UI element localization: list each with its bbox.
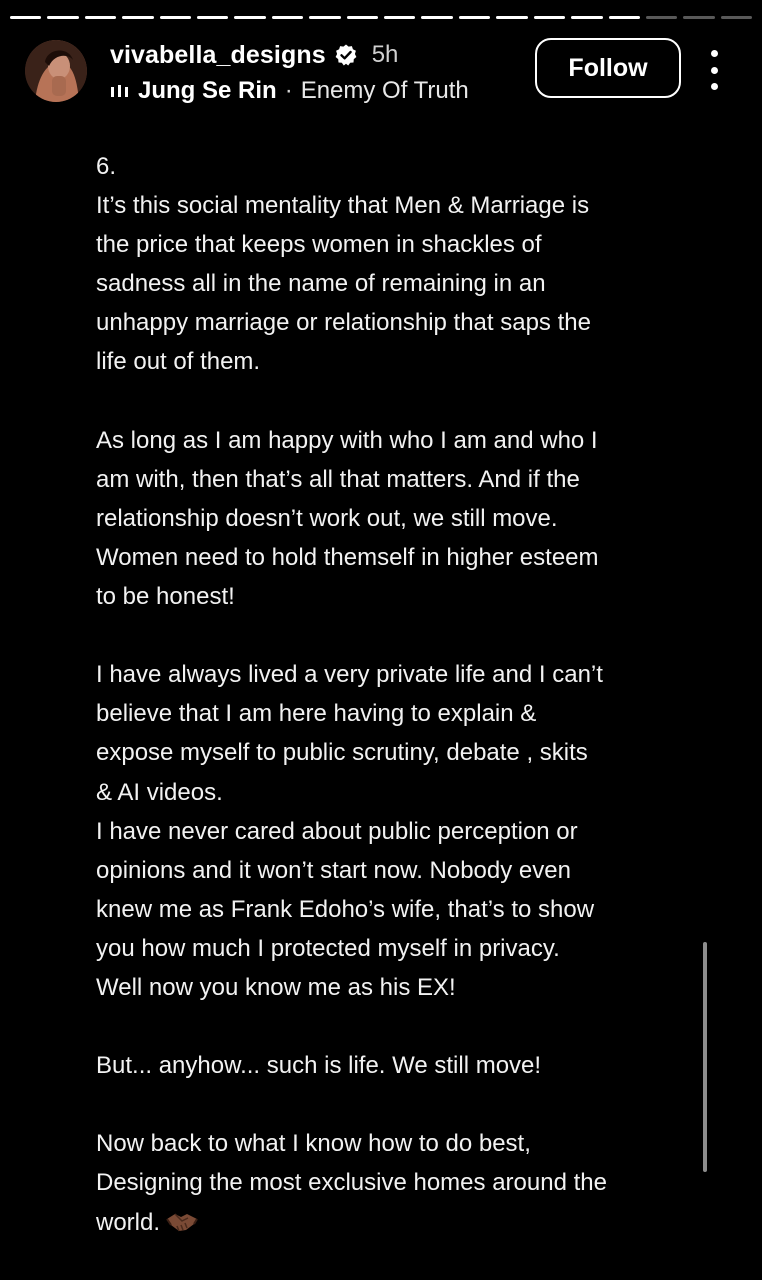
story-text-line xyxy=(96,303,696,342)
story-text-line-content: unhappy marriage or relationship that saps the xyxy=(96,309,591,337)
story-text-line xyxy=(96,1163,696,1202)
story-text-line-content: you how much I protected myself in privacy. xyxy=(96,934,560,962)
progress-segment xyxy=(10,16,41,19)
follow-button[interactable]: Follow xyxy=(535,38,681,98)
progress-segment xyxy=(272,16,303,19)
story-text-line-content: believe that I am here having to explain & xyxy=(96,700,537,728)
music-song: Enemy Of Truth xyxy=(300,77,469,104)
story-text-line-content: life out of them. xyxy=(96,348,261,376)
story-text-line-content: I have always lived a very private life and I can’t xyxy=(96,661,603,689)
paragraph-gap xyxy=(96,616,696,655)
music-attribution[interactable] xyxy=(110,76,469,106)
profile-photo xyxy=(25,40,87,102)
story-text-line-content: world. xyxy=(96,1208,161,1236)
story-text-line-content: I have never cared about public perception or xyxy=(96,817,578,845)
story-text-line xyxy=(96,851,696,890)
story-text-line xyxy=(96,968,696,1007)
story-text-line xyxy=(96,225,696,264)
story-text-line-content: Women need to hold themself in higher esteem xyxy=(96,543,599,571)
story-text-line xyxy=(96,694,696,733)
story-text-line-content: sadness all in the name of remaining in an xyxy=(96,270,546,298)
story-text-line xyxy=(96,733,696,772)
story-text-line xyxy=(96,147,696,186)
story-text-line xyxy=(96,186,696,225)
story-text-line xyxy=(96,421,696,460)
handshake-icon xyxy=(166,1211,198,1233)
story-progress-bar xyxy=(10,16,752,19)
story-text-line-content: But... anyhow... such is life. We still move! xyxy=(96,1052,542,1080)
progress-segment xyxy=(197,16,228,19)
more-options-icon[interactable] xyxy=(702,50,726,90)
progress-segment xyxy=(609,16,640,19)
story-text-line-content: am with, then that’s all that matters. And if the xyxy=(96,465,580,493)
story-text-line-content: opinions and it won’t start now. Nobody even xyxy=(96,856,571,884)
story-text-line-content: the price that keeps women in shackles of xyxy=(96,231,542,259)
story-text-line xyxy=(96,1046,696,1085)
paragraph-gap xyxy=(96,382,696,421)
progress-segment xyxy=(347,16,378,19)
progress-segment xyxy=(421,16,452,19)
story-text-line xyxy=(96,538,696,577)
progress-segment xyxy=(721,16,752,19)
progress-segment xyxy=(309,16,340,19)
story-text-line xyxy=(96,342,696,381)
story-text-line xyxy=(96,655,696,694)
username[interactable]: vivabella_designs xyxy=(110,40,326,69)
story-text-line-content: & AI videos. xyxy=(96,778,223,806)
story-text-line-content: Designing the most exclusive homes around the xyxy=(96,1169,607,1197)
story-text-line xyxy=(96,577,696,616)
verified-badge-icon xyxy=(334,43,358,67)
music-artist: Jung Se Rin xyxy=(138,77,277,104)
progress-segment xyxy=(496,16,527,19)
progress-segment xyxy=(47,16,78,19)
username-row xyxy=(110,40,398,70)
story-text-line xyxy=(96,812,696,851)
avatar[interactable] xyxy=(25,40,87,102)
story-text-line xyxy=(96,890,696,929)
story-text-line-content: As long as I am happy with who I am and who I xyxy=(96,426,598,454)
story-text-line-content: Now back to what I know how to do best, xyxy=(96,1130,531,1158)
progress-segment xyxy=(160,16,191,19)
story-text-line-content: It’s this social mentality that Men & Marriage is xyxy=(96,192,590,220)
progress-segment xyxy=(534,16,565,19)
progress-segment xyxy=(571,16,602,19)
story-text-line xyxy=(96,929,696,968)
story-text-line-content: expose myself to public scrutiny, debate , skits xyxy=(96,739,588,767)
story-text-line-content: relationship doesn’t work out, we still move. xyxy=(96,504,558,532)
progress-segment xyxy=(683,16,714,19)
music-separator: · xyxy=(284,77,293,104)
progress-segment xyxy=(122,16,153,19)
progress-segment xyxy=(234,16,265,19)
music-bars-icon xyxy=(110,83,130,99)
story-text-line xyxy=(96,264,696,303)
progress-segment xyxy=(646,16,677,19)
story-text-line xyxy=(96,460,696,499)
story-text-line-content: knew me as Frank Edoho’s wife, that’s to show xyxy=(96,895,595,923)
story-text-line-content: Well now you know me as his EX! xyxy=(96,973,456,1001)
progress-segment xyxy=(85,16,116,19)
story-text-line-content: to be honest! xyxy=(96,583,235,611)
scrollbar[interactable] xyxy=(703,942,707,1172)
story-text-line-content: 6. xyxy=(96,153,117,180)
story-text-line xyxy=(96,1203,696,1242)
post-time: 5h xyxy=(371,41,399,68)
paragraph-gap xyxy=(96,1007,696,1046)
story-text-line xyxy=(96,773,696,812)
story-text-line xyxy=(96,1124,696,1163)
story-text xyxy=(96,147,696,1242)
story-text-line xyxy=(96,499,696,538)
progress-segment xyxy=(384,16,415,19)
paragraph-gap xyxy=(96,1085,696,1124)
progress-segment xyxy=(459,16,490,19)
